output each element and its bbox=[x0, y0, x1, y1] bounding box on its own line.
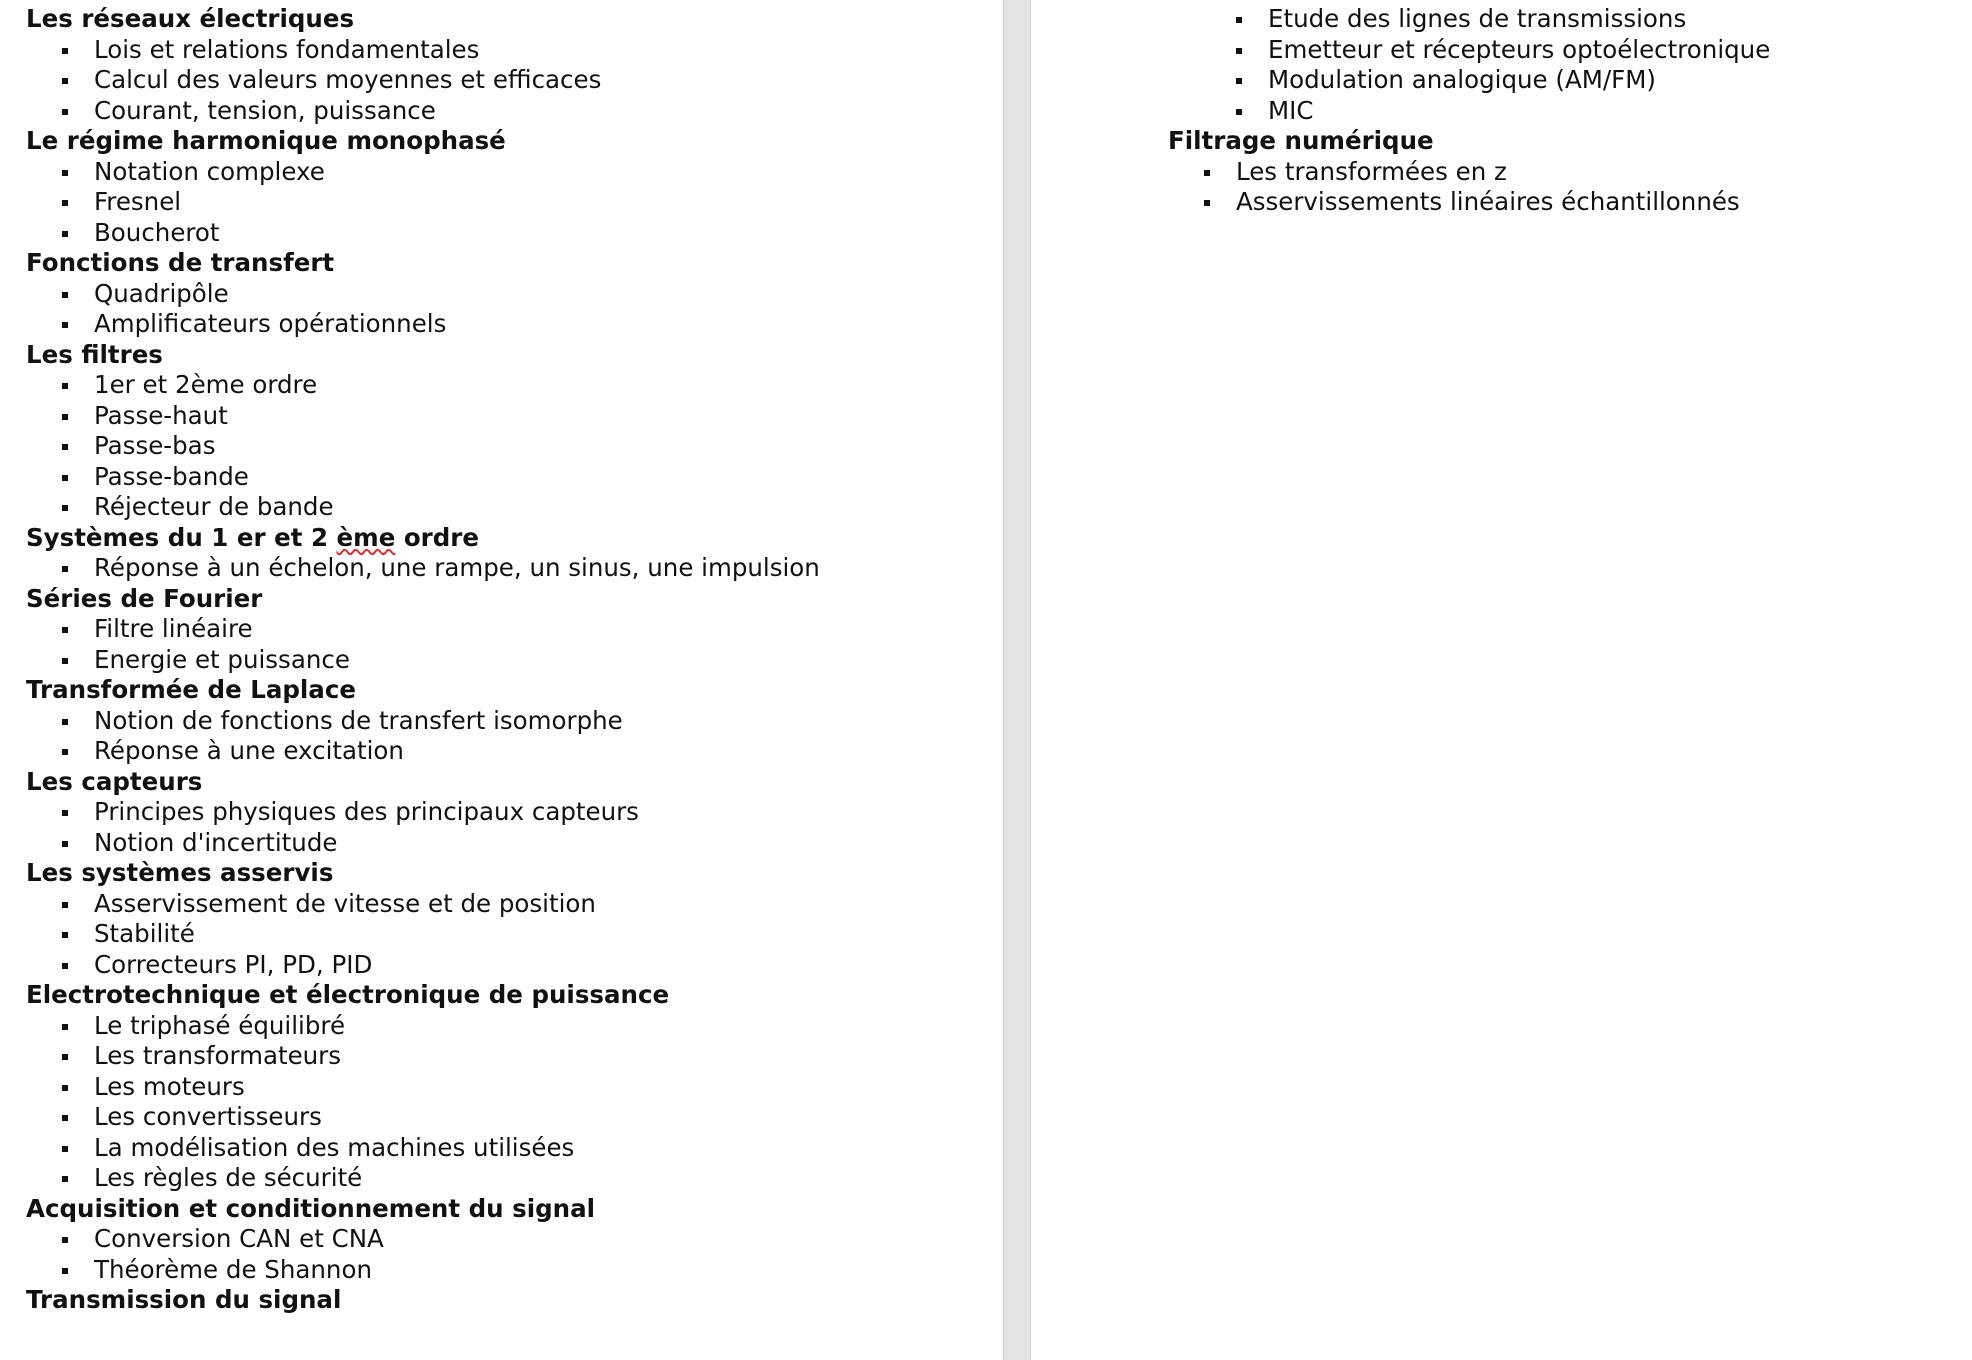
square-bullet-icon bbox=[62, 627, 68, 633]
heading-part: ordre bbox=[395, 522, 479, 552]
section-transformee-de-laplace bbox=[26, 675, 820, 767]
section-heading: Le régime harmonique monophasé bbox=[26, 126, 506, 155]
right-sections bbox=[1168, 126, 1740, 218]
list-item-text: Calcul des valeurs moyennes et efficaces bbox=[94, 65, 602, 94]
square-bullet-icon bbox=[62, 383, 68, 389]
square-bullet-icon bbox=[62, 170, 68, 176]
bullet-list bbox=[26, 706, 820, 767]
section-heading: Les systèmes asservis bbox=[26, 858, 334, 887]
square-bullet-icon bbox=[62, 1146, 68, 1152]
list-item bbox=[26, 309, 820, 340]
bullet-list bbox=[26, 279, 820, 340]
list-item-text: Asservissements linéaires échantillonnés bbox=[1236, 187, 1740, 216]
list-item-text: Filtre linéaire bbox=[94, 614, 253, 643]
square-bullet-icon bbox=[62, 1237, 68, 1243]
list-item bbox=[26, 950, 820, 981]
list-item bbox=[26, 614, 820, 645]
square-bullet-icon bbox=[62, 78, 68, 84]
list-item bbox=[26, 431, 820, 462]
list-item bbox=[26, 96, 820, 127]
list-item bbox=[26, 462, 820, 493]
square-bullet-icon bbox=[62, 658, 68, 664]
section-les-capteurs bbox=[26, 767, 820, 859]
square-bullet-icon bbox=[62, 566, 68, 572]
page-gutter bbox=[1003, 0, 1031, 1360]
list-item-text: Quadripôle bbox=[94, 278, 229, 308]
square-bullet-icon bbox=[62, 810, 68, 816]
list-item bbox=[26, 157, 820, 188]
list-item-text: Fresnel bbox=[94, 187, 182, 216]
list-item bbox=[1236, 96, 1808, 127]
list-item-text: Modulation analogique (AM/FM) bbox=[1268, 65, 1656, 94]
list-item-text: La modélisation des machines utilisées bbox=[94, 1132, 575, 1162]
section-le-regime-harmonique-monophase bbox=[26, 126, 820, 248]
list-item-text: Réponse à une excitation bbox=[94, 736, 404, 765]
list-item bbox=[26, 1224, 820, 1255]
list-item bbox=[26, 1163, 820, 1194]
square-bullet-icon bbox=[62, 1268, 68, 1274]
list-item bbox=[26, 736, 820, 767]
list-item bbox=[26, 279, 820, 310]
section-acquisition-et-conditionnement-du-signal bbox=[26, 1194, 820, 1286]
section-fonctions-de-transfert bbox=[26, 248, 820, 340]
heading-part: Systèmes du 1 er et 2 bbox=[26, 522, 337, 552]
bullet-list bbox=[26, 553, 820, 584]
list-item-text: Correcteurs PI, PD, PID bbox=[94, 949, 373, 979]
square-bullet-icon bbox=[62, 48, 68, 54]
list-item-text: Conversion CAN et CNA bbox=[94, 1224, 384, 1253]
section-heading: Fonctions de transfert bbox=[26, 248, 335, 277]
list-item bbox=[26, 919, 820, 950]
square-bullet-icon bbox=[1204, 200, 1210, 206]
list-item-text: Les transformées en z bbox=[1236, 156, 1507, 186]
section-heading: Les réseaux électriques bbox=[26, 4, 355, 33]
square-bullet-icon bbox=[62, 1115, 68, 1121]
square-bullet-icon bbox=[62, 322, 68, 328]
section-systemes-du-1-er-et-2-eme-ordre bbox=[26, 523, 820, 584]
list-item-text: Etude des lignes de transmissions bbox=[1268, 4, 1687, 33]
section-les-systemes-asservis bbox=[26, 858, 820, 980]
section-heading: Filtrage numérique bbox=[1168, 126, 1434, 155]
square-bullet-icon bbox=[1236, 48, 1242, 54]
bullet-list bbox=[26, 370, 820, 523]
list-item-text: Les moteurs bbox=[94, 1071, 245, 1101]
list-item-text: Notion d'incertitude bbox=[94, 827, 338, 857]
square-bullet-icon bbox=[62, 505, 68, 511]
list-item bbox=[26, 828, 820, 859]
list-item-text: Emetteur et récepteurs optoélectronique bbox=[1268, 34, 1771, 64]
list-item bbox=[26, 1072, 820, 1103]
square-bullet-icon bbox=[62, 932, 68, 938]
section-les-filtres bbox=[26, 340, 820, 523]
bullet-list bbox=[26, 614, 820, 675]
square-bullet-icon bbox=[62, 1085, 68, 1091]
list-item-text: Théorème de Shannon bbox=[94, 1254, 372, 1284]
section-heading: Les capteurs bbox=[26, 766, 203, 796]
list-item-text: Passe-bande bbox=[94, 461, 249, 491]
list-item-text: Amplificateurs opérationnels bbox=[94, 309, 447, 338]
list-item bbox=[26, 1133, 820, 1164]
section-heading: Acquisition et conditionnement du signal bbox=[26, 1193, 596, 1223]
section-electrotechnique-et-electronique-de-puissance bbox=[26, 980, 820, 1194]
square-bullet-icon bbox=[62, 231, 68, 237]
square-bullet-icon bbox=[62, 292, 68, 298]
list-item-text: MIC bbox=[1268, 95, 1314, 125]
square-bullet-icon bbox=[62, 444, 68, 450]
list-item-text: Boucherot bbox=[94, 217, 220, 247]
bullet-list bbox=[26, 889, 820, 981]
list-item bbox=[26, 218, 820, 249]
list-item-text: 1er et 2ème ordre bbox=[94, 370, 318, 399]
list-item-text: Les convertisseurs bbox=[94, 1102, 322, 1131]
list-item bbox=[26, 889, 820, 920]
list-item bbox=[26, 65, 820, 96]
spellcheck-flagged-word[interactable]: ème bbox=[336, 522, 396, 552]
list-item bbox=[1168, 187, 1740, 218]
list-item bbox=[26, 645, 820, 676]
square-bullet-icon bbox=[62, 902, 68, 908]
list-item bbox=[26, 492, 820, 523]
section-transmission-du-signal bbox=[26, 1285, 820, 1316]
square-bullet-icon bbox=[62, 963, 68, 969]
list-item bbox=[26, 1011, 820, 1042]
section-les-reseaux-electriques bbox=[26, 4, 820, 126]
section-heading: Transformée de Laplace bbox=[26, 675, 356, 704]
bullet-list bbox=[26, 1224, 820, 1285]
list-item bbox=[26, 187, 820, 218]
list-item-text: Principes physiques des principaux capteurs bbox=[94, 797, 639, 826]
list-item bbox=[26, 706, 820, 737]
square-bullet-icon bbox=[62, 719, 68, 725]
list-item-text: Lois et relations fondamentales bbox=[94, 34, 480, 64]
square-bullet-icon bbox=[62, 841, 68, 847]
list-item bbox=[26, 1041, 820, 1072]
left-column bbox=[26, 4, 820, 1316]
square-bullet-icon bbox=[1236, 109, 1242, 115]
list-item-text: Asservissement de vitesse et de position bbox=[94, 888, 596, 918]
list-item-text: Notation complexe bbox=[94, 156, 325, 186]
list-item-text: Réjecteur de bande bbox=[94, 492, 334, 521]
continued-list bbox=[1236, 4, 1808, 126]
list-item-text: Stabilité bbox=[94, 919, 195, 948]
list-item bbox=[1168, 157, 1740, 188]
continued-list-wrap bbox=[1236, 4, 1808, 126]
list-item-text: Réponse à un échelon, une rampe, un sinus, une impulsion bbox=[94, 553, 820, 582]
list-item-text: Energie et puissance bbox=[94, 644, 350, 674]
list-item bbox=[26, 35, 820, 66]
square-bullet-icon bbox=[62, 1054, 68, 1060]
list-item bbox=[26, 370, 820, 401]
square-bullet-icon bbox=[62, 1176, 68, 1182]
section-heading bbox=[26, 523, 820, 554]
square-bullet-icon bbox=[62, 200, 68, 206]
list-item-text: Les transformateurs bbox=[94, 1041, 342, 1070]
list-item-text: Passe-haut bbox=[94, 400, 228, 430]
square-bullet-icon bbox=[62, 475, 68, 481]
list-item bbox=[1236, 4, 1808, 35]
square-bullet-icon bbox=[1236, 78, 1242, 84]
list-item bbox=[26, 553, 820, 584]
section-filtrage-numerique bbox=[1168, 126, 1740, 218]
square-bullet-icon bbox=[62, 749, 68, 755]
list-item-text: Courant, tension, puissance bbox=[94, 95, 436, 125]
bullet-list bbox=[1168, 157, 1740, 218]
square-bullet-icon bbox=[62, 1024, 68, 1030]
page-right bbox=[1031, 0, 1972, 1360]
list-item bbox=[26, 1255, 820, 1286]
square-bullet-icon bbox=[1204, 170, 1210, 176]
right-column bbox=[1168, 4, 1771, 218]
section-heading: Transmission du signal bbox=[26, 1285, 342, 1314]
list-item bbox=[1236, 65, 1808, 96]
list-item bbox=[26, 797, 820, 828]
section-series-de-fourier bbox=[26, 584, 820, 676]
square-bullet-icon bbox=[1236, 17, 1242, 23]
square-bullet-icon bbox=[62, 109, 68, 115]
bullet-list bbox=[26, 157, 820, 249]
list-item bbox=[1236, 35, 1808, 66]
list-item-text: Le triphasé équilibré bbox=[94, 1010, 346, 1040]
list-item bbox=[26, 401, 820, 432]
square-bullet-icon bbox=[62, 414, 68, 420]
bullet-list bbox=[26, 1011, 820, 1194]
list-item-text: Notion de fonctions de transfert isomorphe bbox=[94, 705, 623, 735]
bullet-list bbox=[26, 35, 820, 127]
section-heading: Les filtres bbox=[26, 339, 163, 369]
section-heading: Séries de Fourier bbox=[26, 583, 263, 613]
list-item bbox=[26, 1102, 820, 1133]
list-item-text: Les règles de sécurité bbox=[94, 1163, 363, 1192]
bullet-list bbox=[26, 797, 820, 858]
section-heading: Electrotechnique et électronique de puissance bbox=[26, 980, 670, 1009]
list-item-text: Passe-bas bbox=[94, 431, 216, 460]
